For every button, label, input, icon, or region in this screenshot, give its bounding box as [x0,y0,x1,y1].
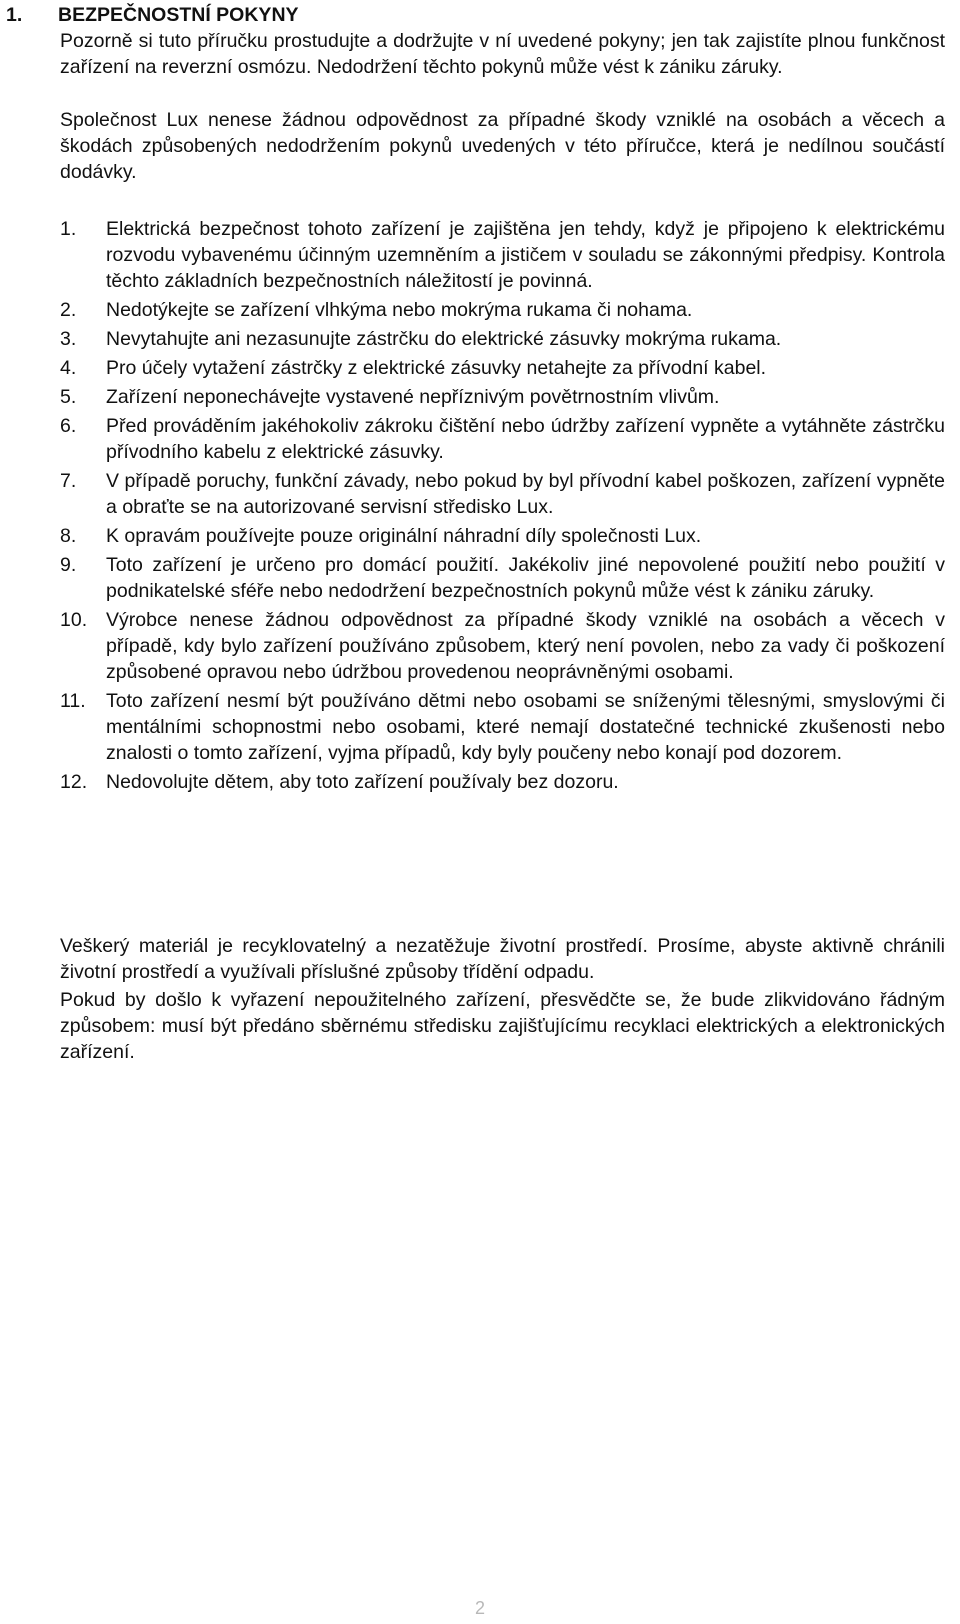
safety-instructions-list [60,216,945,798]
list-item-text: Elektrická bezpečnost tohoto zařízení je zajištěna jen tehdy, když je připojeno k elektrickému rozvodu vybavenému účinným uzemněním a jističem v souladu se zákonnými předpisy. Kontrola těchto základních bezpečnostních náležitostí je povinná. [106,218,945,292]
list-item [60,326,945,352]
list-item-number: 6. [60,415,77,437]
list-item-text: V případě poruchy, funkční závady, nebo pokud by byl přívodní kabel poškozen, zařízení vypněte a obraťte se na autorizované servisní středisko Lux. [106,470,945,518]
list-item-text: Pro účely vytažení zástrčky z elektrické zásuvky netahejte za přívodní kabel. [106,357,767,379]
list-item-number: 4. [60,357,77,379]
list-item [60,216,945,294]
list-item-text: Zařízení neponechávejte vystavené nepříznivým povětrnostním vlivům. [106,386,720,408]
section-title: BEZPEČNOSTNÍ POKYNY [58,4,299,26]
list-item-number: 8. [60,525,77,547]
list-item-text: Toto zařízení je určeno pro domácí použití. Jakékoliv jiné nepovolené použití nebo použití v podnikatelské sféře nebo nedodržení bezpečnostních pokynů může vést k zániku záruky. [106,554,945,602]
list-item [60,384,945,410]
list-item-text: Nevytahujte ani nezasunujte zástrčku do elektrické zásuvky mokrýma rukama. [106,328,782,350]
section-number: 1. [6,4,23,26]
list-item [60,355,945,381]
list-item [60,607,945,685]
list-item-number: 7. [60,470,77,492]
list-item [60,552,945,604]
recycling-paragraph: Veškerý materiál je recyklovatelný a nezatěžuje životní prostředí. Prosíme, abyste aktivně chránili životní prostředí a využívali příslušné způsoby třídění odpadu. [60,935,945,983]
list-item [60,468,945,520]
list-item-text: Nedotýkejte se zařízení vlhkýma nebo mokrýma rukama či nohama. [106,299,693,321]
list-item-number: 9. [60,554,77,576]
list-item-number: 10. [60,609,88,631]
section-heading [6,2,946,28]
list-item [60,769,945,795]
list-item-number: 3. [60,328,77,350]
list-item-text: Nedovolujte dětem, aby toto zařízení používaly bez dozoru. [106,771,619,793]
list-item [60,523,945,549]
intro-paragraph-instructions: Pozorně si tuto příručku prostudujte a dodržujte v ní uvedené pokyny; jen tak zajistíte plnou funkčnost zařízení na reverzní osmózu. Nedodržení těchto pokynů může vést k zániku záruky. [60,30,945,78]
list-item [60,297,945,323]
list-item [60,413,945,465]
page-number: 2 [474,1598,485,1618]
intro-paragraph-liability: Společnost Lux nenese žádnou odpovědnost za případné škody vzniklé na osobách a věcech a škodách způsobených nedodržením pokynů uvedených v této příručce, která je nedílnou součástí dodávky. [60,109,945,183]
list-item-text: K opravám používejte pouze originální náhradní díly společnosti Lux. [106,525,702,547]
list-item-number: 1. [60,218,77,240]
list-item-text: Před prováděním jakéhokoliv zákroku čištění nebo údržby zařízení vypněte a vytáhněte zástrčku přívodního kabelu z elektrické zásuvky. [106,415,945,463]
list-item-text: Výrobce nenese žádnou odpovědnost za případné škody vzniklé na osobách a věcech v případě, kdy bylo zařízení používáno způsobem, který není povolen, nebo za vady či poškození způsobené opravou nebo údržbou provedenou neoprávněnými osobami. [106,609,945,683]
list-item-number: 11. [60,690,86,712]
list-item-text: Toto zařízení nesmí být používáno dětmi nebo osobami se sníženými tělesnými, smyslovými či mentálními schopnostmi nebo osobami, které nemají dostatečné technické zkušenosti nebo znalosti o tomto zařízení, vyjma případů, kdy byly poučeny nebo konají pod dozorem. [106,690,945,764]
disposal-paragraph: Pokud by došlo k vyřazení nepoužitelného zařízení, přesvědčte se, že bude zlikvidováno řádným způsobem: musí být předáno sběrnému středisku zajišťujícímu recyklaci elektrických a elektronických zařízení. [60,989,945,1063]
list-item-number: 5. [60,386,77,408]
list-item-number: 12. [60,771,88,793]
list-item-number: 2. [60,299,77,321]
list-item [60,688,945,766]
